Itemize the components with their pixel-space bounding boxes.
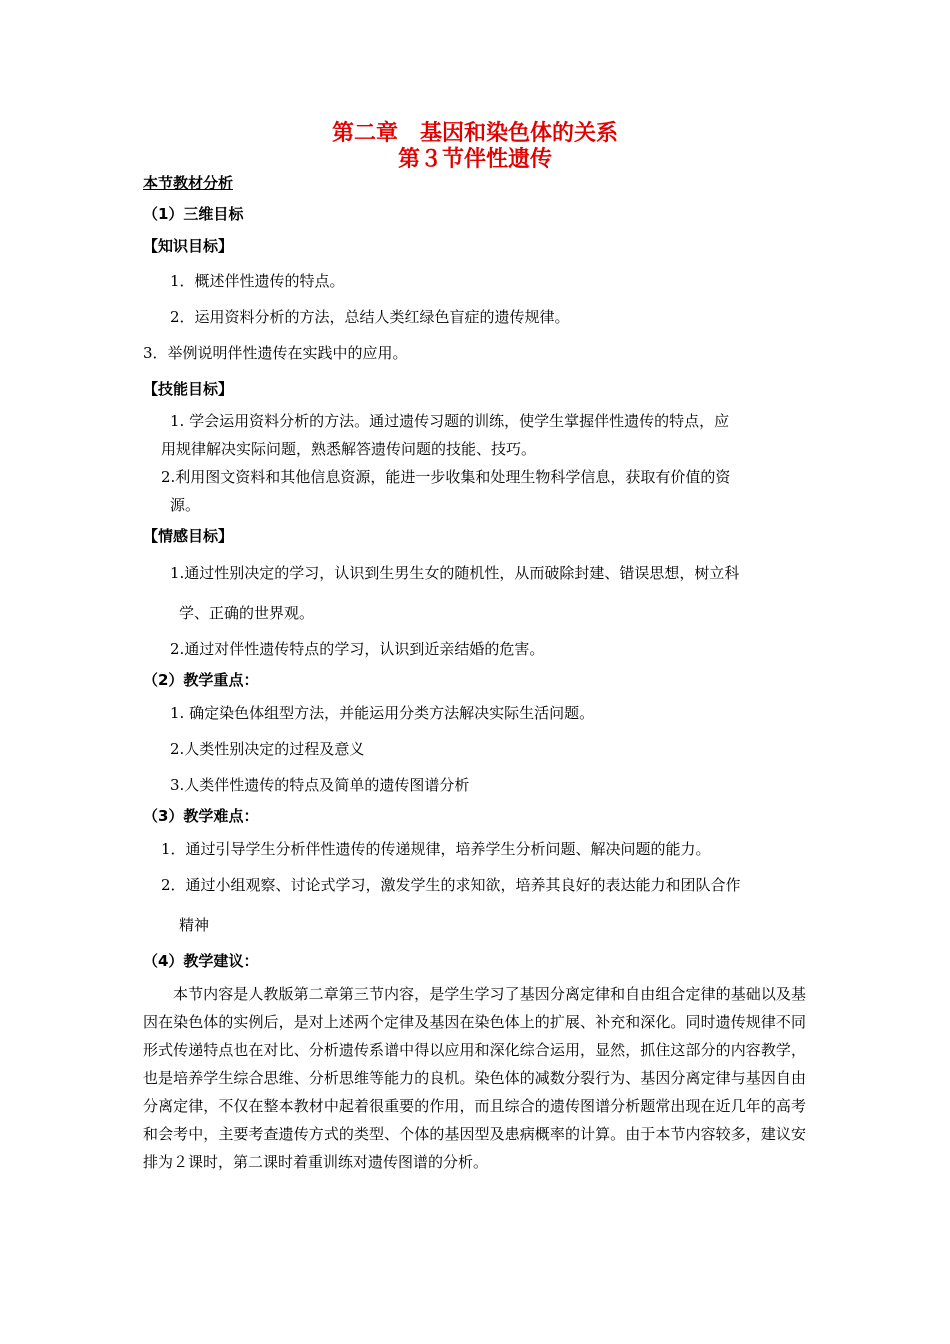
difficulty-item-2-line-1: 2．通过小组观察、讨论式学习，激发学生的求知欲，培养其良好的表达能力和团队合作 bbox=[161, 876, 741, 894]
key-points-heading: （2）教学重点： bbox=[143, 671, 259, 689]
skill-goal-item-1-line-1: 1. 学会运用资料分析的方法。通过遗传习题的训练，使学生掌握伴性遗传的特点，应 bbox=[170, 412, 730, 430]
suggestions-paragraph: 本节内容是人教版第二章第三节内容，是学生学习了基因分离定律和自由组合定律的基础以及基因在染色体的实例后，是对上述两个定律及基因在染色体上的扩展、补充和深化。同时遗传规律不同形式传递特点也在对比、分析遗传系谱中得以应用和深化综合运用，显然，抓住这部分的内容教学，也是培养学生综合思维、分析思维等能力的良机。染色体的减数分裂行为、基因分离定律与基因自由分离定律，不仅在整本教材中起着很重要的作用，而且综合的遗传图谱分析题常出现在近几年的高考和会考中，主要考查遗传方式的类型、个体的基因型及患病概率的计算。由于本节内容较多，建议安排为２课时，第二课时着重训练对遗传图谱的分析。 bbox=[143, 985, 806, 1171]
skill-goal-item-1-line-2: 用规律解决实际问题，熟悉解答遗传问题的技能、技巧。 bbox=[161, 440, 537, 458]
difficulty-item-1: 1．通过引导学生分析伴性遗传的传递规律，培养学生分析问题、解决问题的能力。 bbox=[161, 840, 711, 858]
section-title: 第３节伴性遗传 bbox=[397, 147, 552, 172]
emotion-goal-item-1-line-2: 学、正确的世界观。 bbox=[179, 604, 315, 622]
goals-heading: （1）三维目标 bbox=[143, 205, 244, 223]
skill-goal-item-2-line-2: 源。 bbox=[170, 496, 201, 514]
emotion-goals-heading: 【情感目标】 bbox=[143, 527, 234, 545]
section-heading: 本节教材分析 bbox=[143, 174, 234, 192]
suggestions-heading: （4）教学建议： bbox=[143, 952, 259, 970]
key-point-item: 3.人类伴性遗传的特点及简单的遗传图谱分析 bbox=[170, 776, 470, 794]
key-point-item: 2.人类性别决定的过程及意义 bbox=[170, 740, 365, 758]
skill-goals-heading: 【技能目标】 bbox=[143, 380, 234, 398]
knowledge-goal-item: 2．运用资料分析的方法，总结人类红绿色盲症的遗传规律。 bbox=[170, 308, 570, 326]
difficulty-item-2-line-2: 精神 bbox=[179, 916, 210, 934]
chapter-title: 第二章 基因和染色体的关系 bbox=[331, 121, 618, 146]
emotion-goal-item-1-line-1: 1.通过性别决定的学习，认识到生男生女的随机性，从而破除封建、错误思想，树立科 bbox=[170, 564, 740, 582]
knowledge-goals-heading: 【知识目标】 bbox=[143, 237, 234, 255]
difficulties-heading: （3）教学难点： bbox=[143, 807, 259, 825]
skill-goal-item-2-line-1: 2.利用图文资料和其他信息资源，能进一步收集和处理生物科学信息，获取有价值的资 bbox=[161, 468, 731, 486]
emotion-goal-item-2: 2.通过对伴性遗传特点的学习，认识到近亲结婚的危害。 bbox=[170, 640, 545, 658]
key-point-item: 1. 确定染色体组型方法，并能运用分类方法解决实际生活问题。 bbox=[170, 704, 595, 722]
knowledge-goal-item: 1．概述伴性遗传的特点。 bbox=[170, 272, 345, 290]
knowledge-goal-item: 3．举例说明伴性遗传在实践中的应用。 bbox=[143, 344, 408, 362]
